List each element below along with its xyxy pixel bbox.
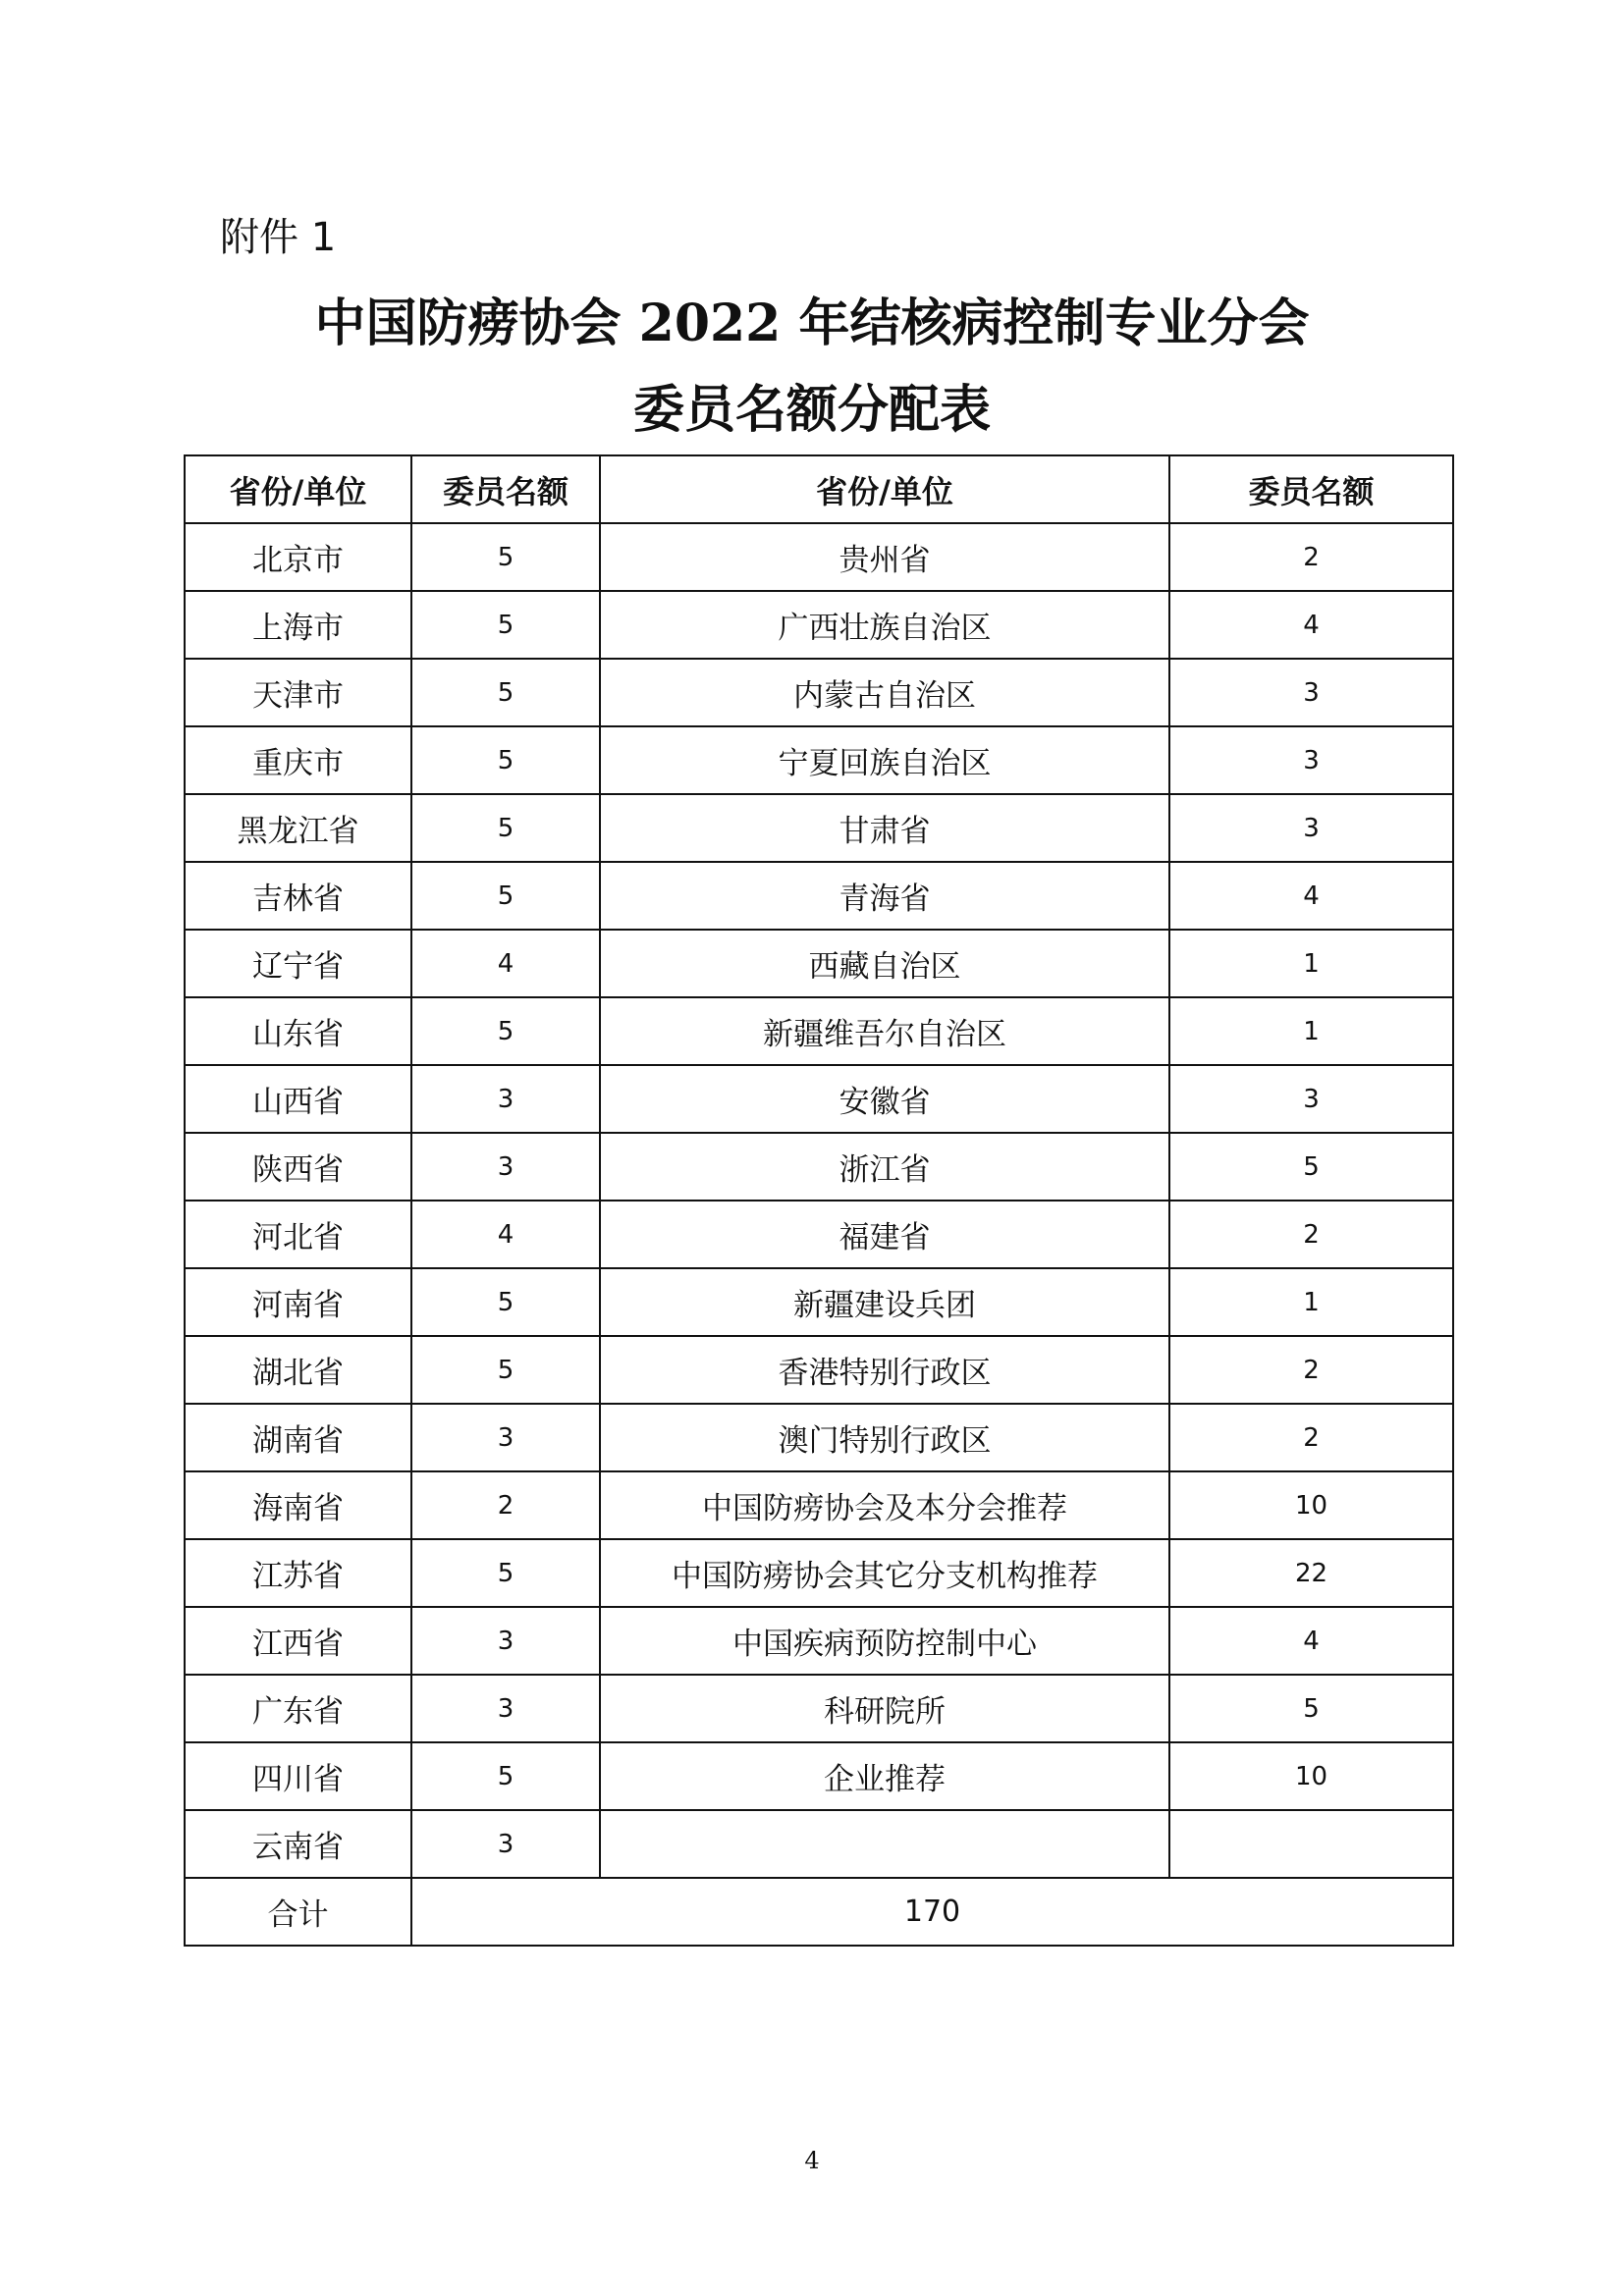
cell-region-left: 湖南省 [185,1404,411,1471]
table-row [185,1404,1453,1471]
table-body [185,523,1453,1878]
cell-quota-left: 4 [411,1201,600,1268]
cell-region-right: 科研院所 [600,1675,1169,1742]
cell-quota-right: 2 [1169,1404,1453,1471]
cell-region-left: 上海市 [185,591,411,659]
cell-region-left: 江苏省 [185,1539,411,1607]
table-row [185,1675,1453,1742]
cell-region-right: 新疆维吾尔自治区 [600,997,1169,1065]
cell-quota-left: 5 [411,1268,600,1336]
cell-quota-right: 2 [1169,1201,1453,1268]
cell-region-left: 湖北省 [185,1336,411,1404]
cell-region-left: 河南省 [185,1268,411,1336]
cell-region-left: 四川省 [185,1742,411,1810]
cell-region-right: 浙江省 [600,1133,1169,1201]
cell-quota-left: 5 [411,659,600,726]
cell-region-right: 甘肃省 [600,794,1169,862]
cell-quota-right: 22 [1169,1539,1453,1607]
cell-quota-left: 3 [411,1675,600,1742]
cell-quota-right: 1 [1169,930,1453,997]
cell-quota-right: 2 [1169,1336,1453,1404]
cell-quota-left: 3 [411,1607,600,1675]
table-row [185,1810,1453,1878]
cell-region-left: 黑龙江省 [185,794,411,862]
cell-region-right [600,1810,1169,1878]
table-row [185,1201,1453,1268]
cell-quota-left: 5 [411,1336,600,1404]
cell-region-left: 北京市 [185,523,411,591]
cell-region-left: 辽宁省 [185,930,411,997]
cell-quota-right: 4 [1169,591,1453,659]
table-row [185,794,1453,862]
table-row [185,1607,1453,1675]
cell-region-right: 广西壮族自治区 [600,591,1169,659]
cell-quota-right: 3 [1169,726,1453,794]
cell-quota-left: 5 [411,997,600,1065]
cell-quota-right: 5 [1169,1133,1453,1201]
cell-region-right: 内蒙古自治区 [600,659,1169,726]
cell-region-left: 广东省 [185,1675,411,1742]
cell-quota-left: 2 [411,1471,600,1539]
cell-region-right: 新疆建设兵团 [600,1268,1169,1336]
table-row [185,930,1453,997]
cell-region-right: 香港特别行政区 [600,1336,1169,1404]
cell-region-right: 宁夏回族自治区 [600,726,1169,794]
header-region-right: 省份/单位 [600,455,1169,523]
table-row [185,1065,1453,1133]
cell-quota-left: 3 [411,1133,600,1201]
cell-quota-right: 2 [1169,523,1453,591]
table-row [185,1471,1453,1539]
table-header-row [185,455,1453,523]
table-row [185,997,1453,1065]
cell-region-left: 山西省 [185,1065,411,1133]
cell-region-right: 中国防痨协会其它分支机构推荐 [600,1539,1169,1607]
cell-quota-left: 4 [411,930,600,997]
cell-region-left: 重庆市 [185,726,411,794]
cell-region-right: 福建省 [600,1201,1169,1268]
cell-region-left: 江西省 [185,1607,411,1675]
header-quota-left: 委员名额 [411,455,600,523]
cell-quota-left: 3 [411,1404,600,1471]
cell-region-left: 陕西省 [185,1133,411,1201]
cell-quota-left: 5 [411,1539,600,1607]
total-value: 170 [411,1878,1453,1946]
table-row [185,659,1453,726]
table-row [185,726,1453,794]
cell-quota-right: 5 [1169,1675,1453,1742]
table-row [185,523,1453,591]
cell-quota-right: 10 [1169,1742,1453,1810]
page-number: 4 [804,2147,820,2174]
cell-quota-left: 5 [411,862,600,930]
cell-quota-left: 5 [411,1742,600,1810]
table-row [185,591,1453,659]
cell-region-left: 吉林省 [185,862,411,930]
cell-quota-left: 5 [411,523,600,591]
cell-region-left: 天津市 [185,659,411,726]
cell-region-right: 西藏自治区 [600,930,1169,997]
cell-quota-left: 3 [411,1810,600,1878]
total-row [185,1878,1453,1946]
cell-quota-right: 4 [1169,862,1453,930]
cell-quota-right: 3 [1169,659,1453,726]
header-region-left: 省份/单位 [185,455,411,523]
document-title-line-2: 委员名额分配表 [632,380,991,440]
cell-quota-left: 5 [411,794,600,862]
table-row [185,1539,1453,1607]
cell-quota-right: 3 [1169,794,1453,862]
cell-region-right: 澳门特别行政区 [600,1404,1169,1471]
total-label: 合计 [185,1878,411,1946]
cell-region-right: 中国疾病预防控制中心 [600,1607,1169,1675]
cell-quota-left: 3 [411,1065,600,1133]
document-title-line-1: 中国防痨协会 2022 年结核病控制专业分会 [314,294,1310,353]
cell-quota-left: 5 [411,591,600,659]
table-row [185,1742,1453,1810]
cell-quota-left: 5 [411,726,600,794]
table-row [185,1268,1453,1336]
table-row [185,1133,1453,1201]
cell-quota-right [1169,1810,1453,1878]
cell-quota-right: 10 [1169,1471,1453,1539]
table-row [185,862,1453,930]
cell-region-right: 企业推荐 [600,1742,1169,1810]
cell-region-right: 中国防痨协会及本分会推荐 [600,1471,1169,1539]
cell-region-right: 贵州省 [600,523,1169,591]
cell-quota-right: 4 [1169,1607,1453,1675]
table-row [185,1336,1453,1404]
cell-region-left: 河北省 [185,1201,411,1268]
quota-allocation-table [184,454,1454,1947]
cell-region-right: 青海省 [600,862,1169,930]
cell-region-left: 海南省 [185,1471,411,1539]
cell-quota-right: 1 [1169,997,1453,1065]
attachment-label: 附件 1 [220,215,337,260]
cell-region-right: 安徽省 [600,1065,1169,1133]
cell-quota-right: 1 [1169,1268,1453,1336]
cell-region-left: 云南省 [185,1810,411,1878]
header-quota-right: 委员名额 [1169,455,1453,523]
cell-region-left: 山东省 [185,997,411,1065]
cell-quota-right: 3 [1169,1065,1453,1133]
